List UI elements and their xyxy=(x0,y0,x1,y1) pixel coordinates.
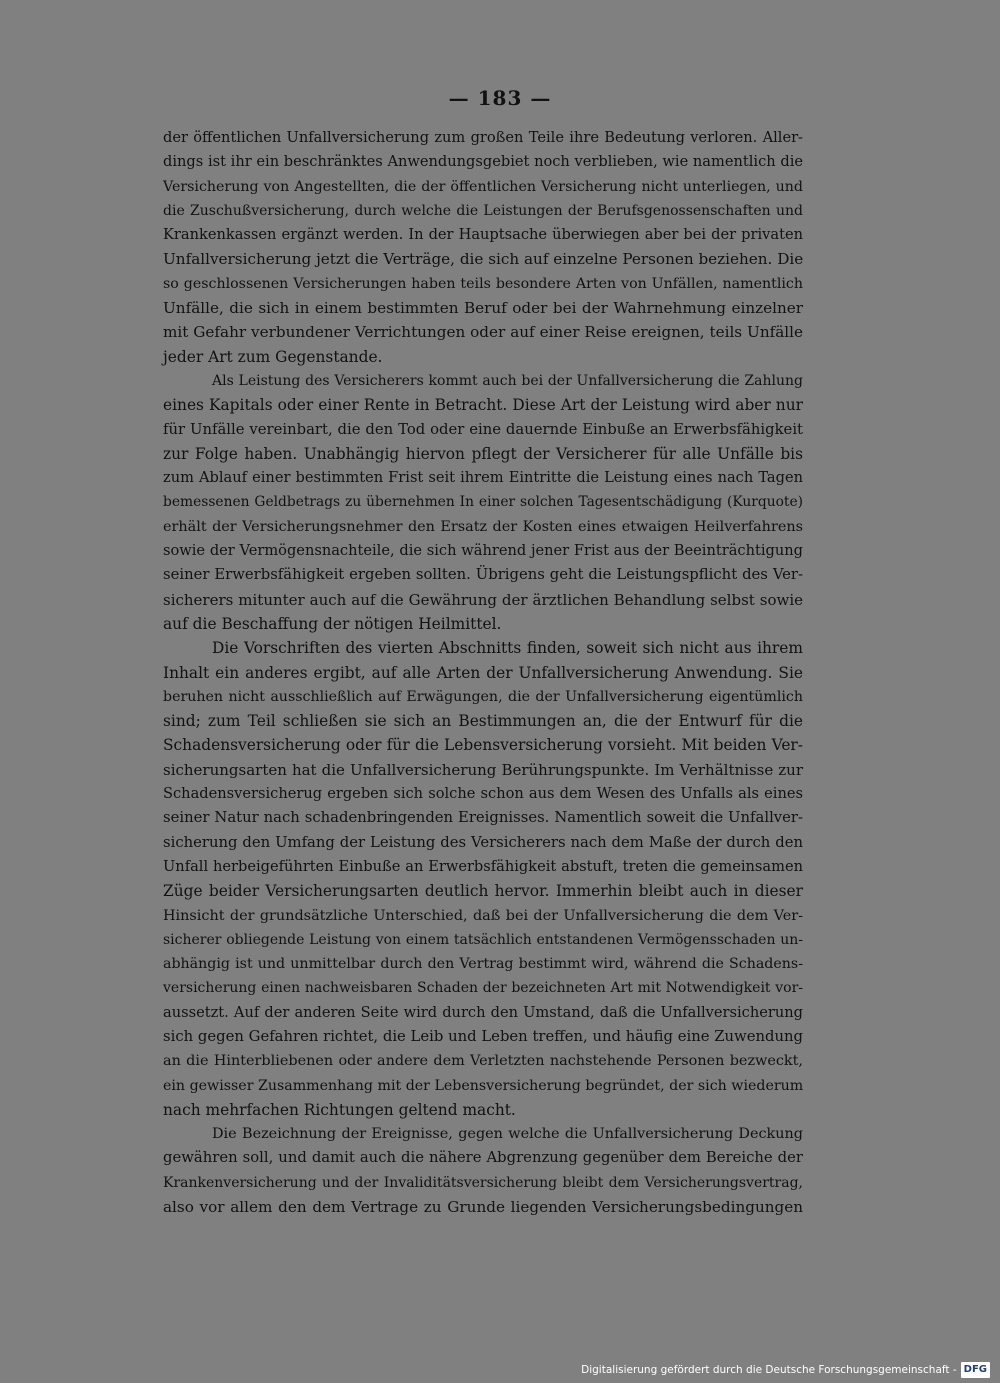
text-line: Unfall herbeigeführten Einbuße an Erwerbsfähigkeit abstuft, treten die gemeinsamen xyxy=(163,857,803,875)
text-line: Die Bezeichnung der Ereignisse, gegen welche die Unfallversicherung Deckung xyxy=(212,1126,803,1143)
text-line: Versicherung von Angestellten, die der öffentlichen Versicherung nicht unterliegen, und xyxy=(163,178,803,195)
text-line: seiner Erwerbsfähigkeit ergeben sollten. Übrigens geht die Leistungspflicht des Ver- xyxy=(163,566,803,584)
text-line: an die Hinterbliebenen oder andere dem Verletzten nachstehende Personen bezweckt, xyxy=(163,1053,803,1070)
text-line: Inhalt ein anderes ergibt, auf alle Arten der Unfallversicherung Anwendung. Sie xyxy=(163,663,803,682)
text-line: sowie der Vermögensnachteile, die sich während jener Frist aus der Beeinträchtigung xyxy=(163,542,803,560)
text-line: der öffentlichen Unfallversicherung zum großen Teile ihre Bedeutung verloren. Aller- xyxy=(163,129,803,146)
text-line: Unfallversicherung jetzt die Verträge, die sich auf einzelne Personen beziehen. Die xyxy=(163,250,804,269)
page-number: — 183 — xyxy=(448,86,552,110)
text-line: seiner Natur nach schadenbringenden Ereignisses. Namentlich soweit die Unfallver- xyxy=(163,809,803,827)
text-line: sicherungsarten hat die Unfallversicherung Berührungspunkte. Im Verhältnisse zur xyxy=(163,760,803,779)
text-line: abhängig ist und unmittelbar durch den Vertrag bestimmt wird, während die Schadens- xyxy=(163,956,803,973)
text-line: dings ist ihr ein beschränktes Anwendungsgebiet noch verblieben, wie namentlich die xyxy=(163,153,803,171)
text-line: Krankenkassen ergänzt werden. In der Hauptsache überwiegen aber bei der privaten xyxy=(163,226,803,244)
text-line: mit Gefahr verbundener Verrichtungen oder auf einer Reise ereignen, teils Unfälle xyxy=(163,323,803,342)
text-line: auf die Beschaffung der nötigen Heilmittel. xyxy=(163,614,502,633)
text-line: Hinsicht der grundsätzliche Unterschied, daß bei der Unfallversicherung die dem Ver- xyxy=(163,907,803,924)
dfg-logo: DFG xyxy=(961,1362,990,1378)
text-line: eines Kapitals oder einer Rente in Betracht. Diese Art der Leistung wird aber nur xyxy=(163,396,803,415)
text-line: die Zuschußversicherung, durch welche die Leistungen der Berufsgenossenschaften und xyxy=(163,202,803,219)
text-line: Unfälle, die sich in einem bestimmten Beruf oder bei der Wahrnehmung einzelner xyxy=(163,299,803,318)
text-line: jeder Art zum Gegenstande. xyxy=(163,347,383,366)
text-line: Züge beider Versicherungsarten deutlich hervor. Immerhin bleibt auch in dieser xyxy=(163,882,803,901)
text-line: sicherung den Umfang der Leistung des Versicherers nach dem Maße der durch den xyxy=(163,833,803,851)
text-line: Schadensversicherung oder für die Lebensversicherung vorsieht. Mit beiden Ver- xyxy=(163,736,803,755)
body-text xyxy=(163,126,803,1219)
text-line: beruhen nicht ausschließlich auf Erwägungen, die der Unfallversicherung eigentümlich xyxy=(163,688,803,705)
text-line: zur Folge haben. Unabhängig hiervon pflegt der Versicherer für alle Unfälle bis xyxy=(163,444,803,463)
text-line: Die Vorschriften des vierten Abschnitts finden, soweit sich nicht aus ihrem xyxy=(212,639,803,658)
text-line: erhält der Versicherungsnehmer den Ersatz der Kosten eines etwaigen Heilverfahrens xyxy=(163,518,803,535)
funding-credit-text: Digitalisierung gefördert durch die Deutsche Forschungsgemeinschaft - xyxy=(581,1364,957,1376)
text-line: sicherers mitunter auch auf die Gewährung der ärztlichen Behandlung selbst sowie xyxy=(163,590,803,609)
text-line: Krankenversicherung und der Invaliditätsversicherung bleibt dem Versicherungsvertrag, xyxy=(163,1174,803,1191)
text-line: aussetzt. Auf der anderen Seite wird durch den Umstand, daß die Unfallversicherung xyxy=(163,1003,803,1021)
text-line: Als Leistung des Versicherers kommt auch bei der Unfallversicherung die Zahlung xyxy=(212,372,803,389)
text-line: nach mehrfachen Richtungen geltend macht. xyxy=(163,1100,516,1119)
text-line: zum Ablauf einer bestimmten Frist seit ihrem Eintritte die Leistung eines nach Tagen xyxy=(163,469,803,487)
text-line: sich gegen Gefahren richtet, die Leib und Leben treffen, und häufig eine Zuwendung xyxy=(163,1027,803,1045)
text-line: Schadensversicherug ergeben sich solche schon aus dem Wesen des Unfalls als eines xyxy=(163,785,803,803)
text-line: sind; zum Teil schließen sie sich an Bestimmungen an, die der Entwurf für die xyxy=(163,712,803,731)
text-line: gewähren soll, und damit auch die nähere Abgrenzung gegenüber dem Bereiche der xyxy=(163,1149,803,1167)
text-line: also vor allem den dem Vertrage zu Grunde liegenden Versicherungsbedingungen xyxy=(163,1198,803,1217)
text-line: so geschlossenen Versicherungen haben teils besondere Arten von Unfällen, namentlich xyxy=(163,275,803,292)
text-line: bemessenen Geldbetrags zu übernehmen In einer solchen Tagesentschädigung (Kurquote) xyxy=(163,494,803,511)
text-line: sicherer obliegende Leistung von einem tatsächlich entstandenen Vermögensschaden un- xyxy=(163,931,803,948)
text-line: ein gewisser Zusammenhang mit der Lebensversicherung begründet, der sich wiederum xyxy=(163,1077,804,1094)
text-line: für Unfälle vereinbart, die den Tod oder eine dauernde Einbuße an Erwerbsfähigkeit xyxy=(163,420,803,438)
footer-credit xyxy=(581,1362,990,1378)
text-line: versicherung einen nachweisbaren Schaden der bezeichneten Art mit Notwendigkeit vor- xyxy=(163,980,803,997)
